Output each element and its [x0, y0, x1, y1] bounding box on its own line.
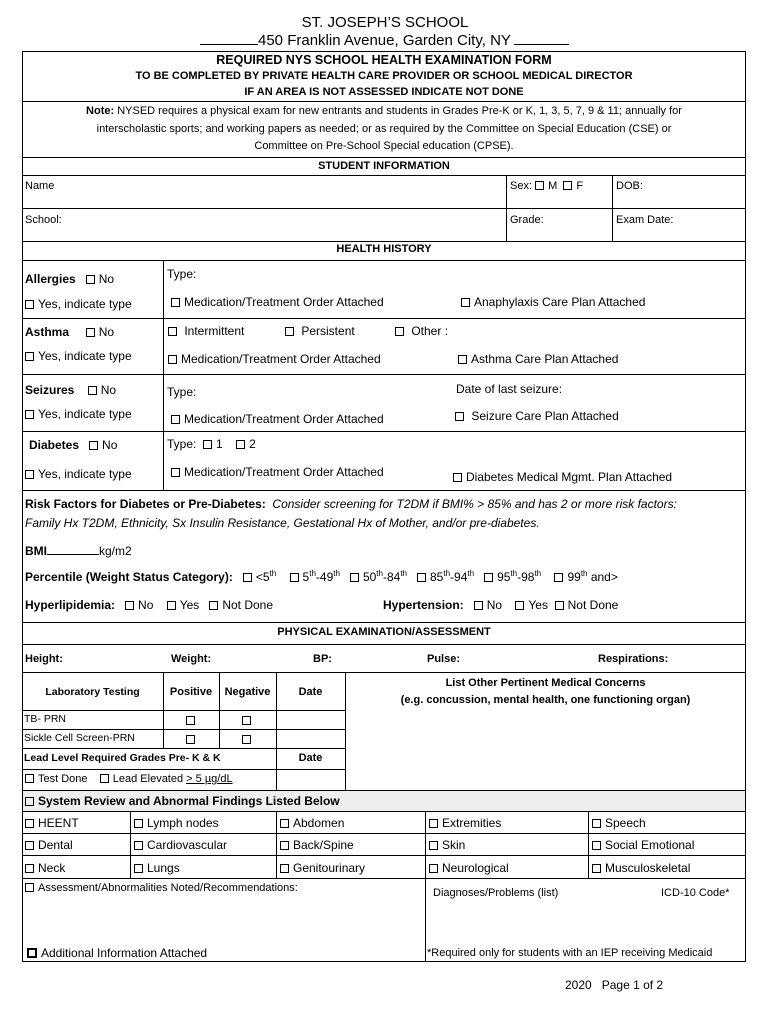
lead-required-label: Lead Level Required Grades Pre- K & K — [24, 752, 221, 764]
seizures-med-order-checkbox[interactable] — [171, 415, 180, 424]
diabetes-plan — [453, 470, 672, 484]
allergies-yes-checkbox[interactable] — [25, 300, 34, 309]
additional-info-checkbox[interactable] — [27, 948, 37, 958]
hypertension-row — [383, 598, 618, 612]
student-info-heading: STUDENT INFORMATION — [318, 160, 450, 172]
bmi-input[interactable] — [47, 543, 99, 555]
diabetes-plan-label: Diabetes Medical Mgmt. Plan Attached — [466, 470, 673, 484]
assessment-checkbox[interactable] — [25, 883, 34, 892]
percentile-2b-sup: th — [333, 569, 340, 578]
dental-checkbox[interactable] — [25, 841, 34, 850]
seizures-yes-label: Yes, indicate type — [38, 407, 132, 421]
allergies-med-order-label: Medication/Treatment Order Attached — [184, 295, 384, 309]
hyperlipidemia-notdone-checkbox[interactable] — [209, 601, 218, 610]
seizures-yes — [25, 407, 132, 421]
sickle-positive-checkbox[interactable] — [186, 732, 199, 746]
lead-tests — [25, 773, 233, 785]
height-field[interactable]: Height: — [25, 653, 63, 665]
system-dental — [25, 838, 73, 852]
sex-field — [510, 180, 583, 192]
asthma-yes — [25, 349, 132, 363]
system-genito — [280, 861, 365, 875]
genito-checkbox[interactable] — [280, 864, 289, 873]
risk-text-1: Consider screening for T2DM if BMI% > 85% and has 2 or more risk factors: — [272, 497, 677, 511]
back-label: Back/Spine — [293, 838, 354, 852]
diabetes-type2-checkbox[interactable] — [236, 440, 245, 449]
musculo-label: Musculoskeletal — [605, 861, 691, 875]
diabetes-no-checkbox[interactable] — [89, 441, 98, 450]
percentile-label: Percentile (Weight Status Category): — [25, 570, 233, 584]
asthma-no-label: No — [98, 325, 115, 339]
lungs-label: Lungs — [147, 861, 180, 875]
school-address — [200, 32, 569, 49]
school-name: ST. JOSEPH’S SCHOOL — [301, 14, 469, 31]
cardio-label: Cardiovascular — [147, 838, 228, 852]
hypertension-no-label: No — [486, 598, 503, 612]
system-lungs — [134, 861, 180, 875]
additional-info — [27, 946, 207, 960]
heent-label: HEENT — [38, 816, 79, 830]
sickle-negative-checkbox[interactable] — [242, 732, 255, 746]
percentile-3-label: 50 — [362, 570, 377, 584]
percentile-6-label: 99 — [567, 570, 581, 584]
intermittent-checkbox[interactable] — [168, 327, 177, 336]
diabetes-no-label: No — [102, 438, 118, 452]
form-title: REQUIRED NYS SCHOOL HEALTH EXAMINATION FORM — [216, 53, 552, 67]
asthma-plan-checkbox[interactable] — [458, 355, 467, 364]
percentile-3-checkbox[interactable] — [350, 573, 359, 582]
diabetes-med-order-checkbox[interactable] — [171, 468, 180, 477]
allergies-no-checkbox[interactable] — [86, 275, 95, 284]
seizures-row — [25, 383, 116, 397]
percentile-2-sup: th — [309, 569, 316, 578]
percentile-4-checkbox[interactable] — [417, 573, 426, 582]
risk-label: Risk Factors for Diabetes or Pre-Diabetes: — [25, 497, 266, 511]
percentile-3b-sup: th — [400, 569, 407, 578]
percentile-4-sup: th — [443, 569, 451, 578]
lymph-label: Lymph nodes — [147, 816, 219, 830]
sickle-label: Sickle Cell Screen-PRN — [24, 732, 135, 744]
hyperlipidemia-yes-checkbox[interactable] — [167, 601, 176, 610]
lungs-checkbox[interactable] — [134, 864, 143, 873]
asthma-plan — [458, 352, 618, 366]
persistent-label: Persistent — [301, 324, 355, 338]
concerns-header-1: List Other Pertinent Medical Concerns — [445, 677, 646, 689]
diabetes-label: Diabetes — [29, 438, 80, 452]
percentile-5-label: 95 — [497, 570, 511, 584]
allergies-type[interactable]: Type: — [167, 267, 197, 281]
percentile-6-checkbox[interactable] — [554, 573, 563, 582]
abdomen-label: Abdomen — [293, 816, 345, 830]
note-line-1 — [22, 105, 746, 117]
percentile-2-label: 5 — [302, 570, 310, 584]
seizures-type[interactable]: Type: — [167, 385, 197, 399]
sex-m-checkbox[interactable] — [535, 181, 544, 190]
diabetes-type2-label: 2 — [249, 437, 256, 451]
back-checkbox[interactable] — [280, 841, 289, 850]
bmi-unit: kg/m2 — [99, 544, 132, 558]
heent-checkbox[interactable] — [25, 819, 34, 828]
sex-f-checkbox[interactable] — [563, 181, 572, 190]
skin-checkbox[interactable] — [429, 841, 438, 850]
neuro-label: Neurological — [442, 861, 509, 875]
system-speech — [592, 816, 646, 830]
asthma-persistent — [285, 324, 355, 338]
system-neck — [25, 861, 65, 875]
seizures-med-order — [171, 412, 384, 426]
neuro-checkbox[interactable] — [429, 864, 438, 873]
footer-page-number: Page 1 of 2 — [601, 978, 664, 992]
allergies-no-label: No — [98, 272, 115, 286]
tb-negative-checkbox[interactable] — [242, 713, 255, 727]
note-line-2: interscholastic sports; and working papers as needed; or as required by the Committee on Special Education (CSE) or — [96, 123, 672, 135]
sex-label: Sex: — [510, 180, 533, 192]
hyperlipidemia-no-label: No — [138, 598, 154, 612]
system-social — [592, 838, 694, 852]
anaphylaxis-plan-checkbox[interactable] — [461, 298, 470, 307]
system-neuro — [429, 861, 509, 875]
percentile-2b-label: -49 — [315, 570, 334, 584]
lead-value: > 5 µg/dL — [186, 773, 233, 785]
risk-line-1 — [25, 497, 677, 511]
respirations-field[interactable]: Respirations: — [598, 653, 669, 665]
seizures-no-checkbox[interactable] — [88, 386, 97, 395]
test-done-checkbox[interactable] — [25, 774, 34, 783]
allergies-row — [25, 272, 114, 286]
physical-exam-heading: PHYSICAL EXAMINATION/ASSESSMENT — [277, 626, 491, 638]
system-musculo — [592, 861, 690, 875]
speech-checkbox[interactable] — [592, 819, 601, 828]
address-text: 450 Franklin Avenue, Garden City, NY — [258, 32, 511, 49]
hypertension-yes-checkbox[interactable] — [515, 601, 524, 610]
extremities-checkbox[interactable] — [429, 819, 438, 828]
diabetes-med-order-label: Medication/Treatment Order Attached — [184, 465, 384, 479]
other-checkbox[interactable] — [395, 327, 404, 336]
percentile-4b-sup: th — [467, 569, 475, 578]
positive-header: Positive — [169, 686, 213, 698]
sex-f-label: F — [576, 180, 584, 192]
system-review-checkbox[interactable] — [25, 797, 34, 806]
dob-field[interactable]: DOB: — [616, 180, 643, 192]
asthma-row — [25, 325, 114, 339]
intermittent-label: Intermittent — [184, 324, 245, 338]
asthma-label: Asthma — [25, 325, 70, 339]
negative-header: Negative — [224, 686, 271, 698]
asthma-med-order — [168, 352, 381, 366]
lead-date-header: Date — [298, 752, 323, 764]
bp-field[interactable]: BP: — [313, 653, 332, 665]
hyperlipidemia-yes-label: Yes — [179, 598, 200, 612]
asthma-intermittent — [168, 324, 244, 338]
percentile-1-label: <5 — [255, 570, 270, 584]
percentile-row — [25, 569, 618, 584]
extremities-label: Extremities — [442, 816, 502, 830]
asthma-plan-label: Asthma Care Plan Attached — [471, 352, 619, 366]
seizures-no-label: No — [100, 383, 117, 397]
hyperlipidemia-row — [25, 598, 273, 612]
date-header: Date — [298, 686, 323, 698]
cardio-checkbox[interactable] — [134, 841, 143, 850]
weight-field[interactable]: Weight: — [171, 653, 212, 665]
system-review-header — [25, 794, 340, 808]
percentile-6-sup: th — [580, 569, 588, 578]
name-field[interactable]: Name — [25, 180, 55, 192]
hyperlipidemia-no-checkbox[interactable] — [125, 601, 134, 610]
anaphylaxis-plan — [461, 295, 645, 309]
allergies-yes — [25, 297, 132, 311]
lab-testing-header: Laboratory Testing — [45, 686, 140, 698]
risk-line-2: Family Hx T2DM, Ethnicity, Sx Insulin Resistance, Gestational Hx of Mother, and/or pre-diabetes. — [25, 516, 540, 530]
asthma-yes-checkbox[interactable] — [25, 352, 34, 361]
hypertension-yes-label: Yes — [528, 598, 548, 612]
system-skin — [429, 838, 465, 852]
skin-label: Skin — [442, 838, 466, 852]
concerns-header-2: (e.g. concussion, mental health, one functioning organ) — [400, 694, 691, 706]
hypertension-label: Hypertension: — [383, 598, 464, 612]
percentile-5-sup: th — [510, 569, 518, 578]
note-line-3: Committee on Pre-School Special education (CPSE). — [254, 140, 514, 152]
exam-date-field[interactable]: Exam Date: — [616, 214, 674, 226]
hypertension-no-checkbox[interactable] — [474, 601, 483, 610]
seizures-yes-checkbox[interactable] — [25, 410, 34, 419]
system-review-label: System Review and Abnormal Findings Listed Below — [38, 794, 340, 808]
test-done-label: Test Done — [38, 773, 88, 785]
asthma-other — [395, 324, 448, 338]
genito-label: Genitourinary — [293, 861, 366, 875]
school-field[interactable]: School: — [25, 214, 62, 226]
percentile-1-sup: th — [269, 569, 277, 578]
social-label: Social Emotional — [605, 838, 695, 852]
percentile-4-label: 85 — [430, 570, 444, 584]
note-text-1: NYSED requires a physical exam for new entrants and students in Grades Pre-K or K, 1, 3, 5, 7, 9 & 11; annually for — [117, 105, 682, 117]
completed-by: TO BE COMPLETED BY PRIVATE HEALTH CARE PROVIDER OR SCHOOL MEDICAL DIRECTOR — [135, 70, 633, 82]
diabetes-yes-label: Yes, indicate type — [38, 467, 132, 481]
seizures-label: Seizures — [25, 383, 75, 397]
bmi-field — [25, 543, 132, 558]
medicaid-note: *Required only for students with an IEP receiving Medicaid — [427, 947, 713, 959]
speech-label: Speech — [605, 816, 646, 830]
system-back — [280, 838, 354, 852]
diabetes-row — [29, 438, 117, 452]
note-label: Note: — [86, 105, 115, 117]
system-lymph — [134, 816, 219, 830]
footer-year: 2020 — [565, 978, 592, 992]
assessment-field — [25, 882, 298, 894]
asthma-med-order-checkbox[interactable] — [168, 355, 177, 364]
percentile-3-sup: th — [376, 569, 383, 578]
percentile-6b-label: and> — [590, 570, 618, 584]
last-seizure-date[interactable]: Date of last seizure: — [456, 382, 563, 396]
lymph-checkbox[interactable] — [134, 819, 143, 828]
asthma-med-order-label: Medication/Treatment Order Attached — [181, 352, 381, 366]
diabetes-type-label: Type: — [167, 437, 197, 451]
footer-page — [565, 978, 663, 992]
pulse-field[interactable]: Pulse: — [427, 653, 461, 665]
diabetes-type1-label: 1 — [216, 437, 223, 451]
diabetes-plan-checkbox[interactable] — [453, 473, 462, 482]
asthma-yes-label: Yes, indicate type — [38, 349, 132, 363]
neck-checkbox[interactable] — [25, 864, 34, 873]
system-heent — [25, 816, 79, 830]
seizure-plan-checkbox[interactable] — [455, 412, 464, 421]
system-extremities — [429, 816, 501, 830]
lead-elevated-checkbox[interactable] — [100, 774, 109, 783]
lead-elevated-label: Lead Elevated — [112, 773, 184, 785]
diagnoses-field[interactable]: Diagnoses/Problems (list) — [433, 887, 559, 899]
diabetes-yes — [25, 467, 132, 481]
tb-positive-checkbox[interactable] — [186, 713, 199, 727]
tb-label: TB- PRN — [24, 713, 66, 725]
percentile-3b-label: -84 — [382, 570, 401, 584]
neck-label: Neck — [38, 861, 66, 875]
sex-m-label: M — [548, 180, 558, 192]
system-abdomen — [280, 816, 344, 830]
anaphylaxis-plan-label: Anaphylaxis Care Plan Attached — [474, 295, 646, 309]
abdomen-checkbox[interactable] — [280, 819, 289, 828]
hypertension-notdone-checkbox[interactable] — [555, 601, 564, 610]
allergies-med-order-checkbox[interactable] — [171, 298, 180, 307]
diabetes-type1-checkbox[interactable] — [203, 440, 212, 449]
hyperlipidemia-notdone-label: Not Done — [222, 598, 274, 612]
persistent-checkbox[interactable] — [285, 327, 294, 336]
percentile-1-checkbox[interactable] — [243, 573, 252, 582]
diabetes-med-order — [171, 465, 384, 479]
health-history-heading: HEALTH HISTORY — [336, 243, 432, 255]
hyperlipidemia-label: Hyperlipidemia: — [25, 598, 116, 612]
percentile-5b-sup: th — [534, 569, 542, 578]
seizure-plan-label: Seizure Care Plan Attached — [471, 409, 619, 423]
seizures-med-order-label: Medication/Treatment Order Attached — [184, 412, 384, 426]
icd-code-field[interactable]: ICD-10 Code* — [661, 887, 730, 899]
social-checkbox[interactable] — [592, 841, 601, 850]
system-cardio — [134, 838, 227, 852]
bmi-label: BMI — [25, 544, 47, 558]
percentile-5-checkbox[interactable] — [484, 573, 493, 582]
diabetes-type — [167, 437, 256, 451]
percentile-2-checkbox[interactable] — [290, 573, 299, 582]
percentile-4b-label: -94 — [450, 570, 468, 584]
diabetes-yes-checkbox[interactable] — [25, 470, 34, 479]
allergies-label: Allergies — [25, 272, 76, 286]
percentile-5b-label: -98 — [517, 570, 535, 584]
other-label: Other : — [411, 324, 449, 338]
grade-field[interactable]: Grade: — [510, 214, 544, 226]
seizure-plan — [455, 409, 619, 423]
allergies-yes-label: Yes, indicate type — [38, 297, 132, 311]
not-assessed-instruction: IF AN AREA IS NOT ASSESSED INDICATE NOT DONE — [244, 86, 524, 98]
musculo-checkbox[interactable] — [592, 864, 601, 873]
additional-info-label: Additional Information Attached — [41, 946, 208, 960]
hypertension-notdone-label: Not Done — [567, 598, 619, 612]
asthma-no-checkbox[interactable] — [86, 328, 95, 337]
allergies-med-order — [171, 295, 384, 309]
dental-label: Dental — [38, 838, 73, 852]
assessment-label: Assessment/Abnormalities Noted/Recommendations: — [38, 882, 298, 894]
